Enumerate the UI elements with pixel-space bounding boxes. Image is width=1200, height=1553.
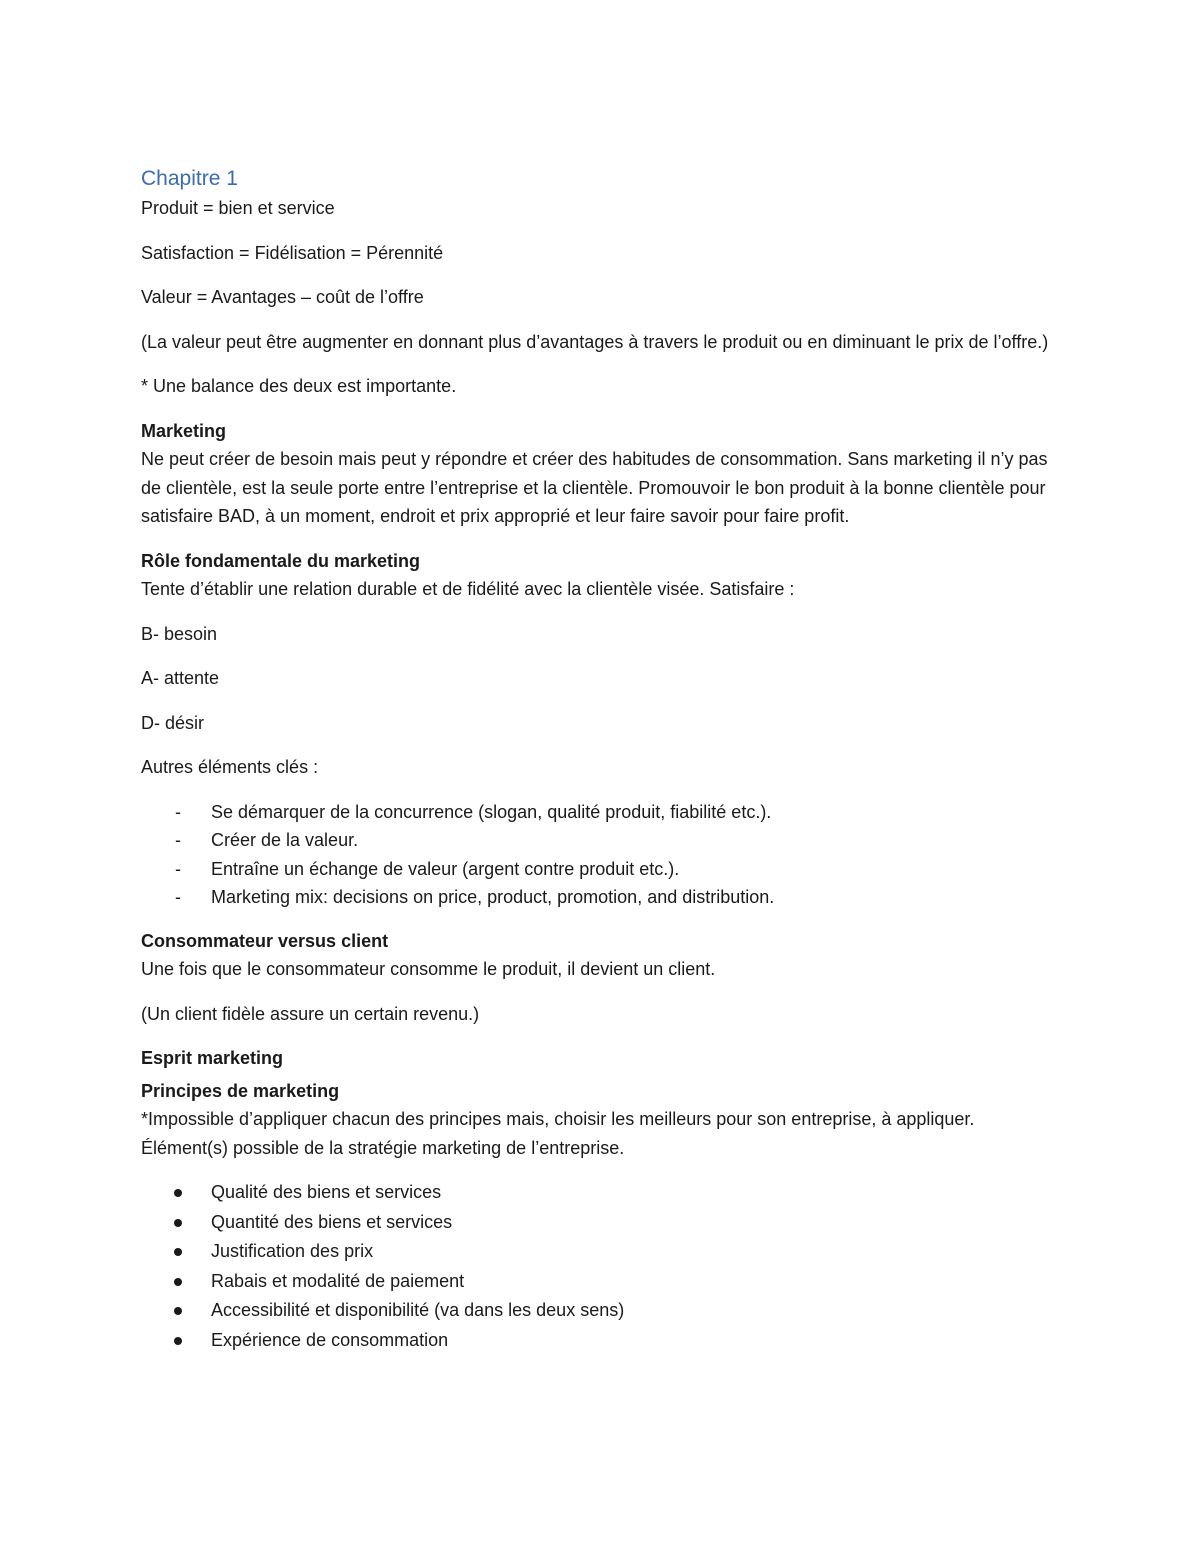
line-valeur-note: (La valeur peut être augmenter en donnant plus d’avantages à travers le produit ou en diminuant le prix de l’offre.) bbox=[141, 331, 1049, 352]
bullet-icon bbox=[174, 1189, 182, 1197]
paragraph-consommateur: Une fois que le consommateur consomme le produit, il devient un client. bbox=[141, 959, 716, 979]
heading-role: Rôle fondamentale du marketing bbox=[141, 550, 421, 571]
list-item bbox=[141, 1208, 1066, 1238]
list-item-text: Accessibilité et disponibilité (va dans les deux sens) bbox=[211, 1300, 625, 1320]
paragraph-marketing: Ne peut créer de besoin mais peut y répondre et créer des habitudes de consommation. Sans marketing il n’y pas de clientèle, est la seule porte entre l’entreprise et la clientèle. Promouvoir le bon produit à la bonne clientèle pour satisfaire BAD, à un moment, endroit et prix approprié et leur faire savoir pour faire profit. bbox=[141, 449, 1048, 526]
heading-esprit: Esprit marketing bbox=[141, 1048, 284, 1068]
list-item bbox=[141, 1267, 1066, 1297]
line-attente: A- attente bbox=[141, 668, 220, 688]
list-item bbox=[141, 826, 1066, 855]
list-item-text: Qualité des biens et services bbox=[211, 1182, 442, 1202]
list-item-text: Créer de la valeur. bbox=[211, 830, 359, 850]
list-item bbox=[141, 1237, 1066, 1267]
bullet-icon bbox=[174, 1337, 182, 1345]
line-valeur: Valeur = Avantages – coût de l’offre bbox=[141, 287, 424, 307]
paragraph-role: Tente d’établir une relation durable et de fidélité avec la clientèle visée. Satisfaire : bbox=[141, 579, 795, 599]
heading-principes: Principes de marketing bbox=[141, 1080, 340, 1101]
list-item-text: Marketing mix: decisions on price, product, promotion, and distribution. bbox=[211, 887, 775, 907]
dash-list bbox=[141, 798, 1066, 912]
paragraph-principes: *Impossible d’appliquer chacun des principes mais, choisir les meilleurs pour son entreprise, à appliquer. Élément(s) possible de la stratégie marketing de l’entreprise. bbox=[141, 1109, 975, 1158]
dash-marker: - bbox=[175, 887, 181, 907]
list-item bbox=[141, 855, 1066, 884]
line-client-note: (Un client fidèle assure un certain revenu.) bbox=[141, 1003, 480, 1024]
list-item-text: Expérience de consommation bbox=[211, 1329, 449, 1350]
dash-marker: - bbox=[175, 801, 181, 822]
bullet-icon bbox=[174, 1248, 182, 1256]
heading-consommateur: Consommateur versus client bbox=[141, 930, 389, 951]
line-besoin: B- besoin bbox=[141, 623, 218, 644]
line-balance: * Une balance des deux est importante. bbox=[141, 376, 457, 396]
list-item-text: Entraîne un échange de valeur (argent contre produit etc.). bbox=[211, 858, 680, 879]
list-item-text: Se démarquer de la concurrence (slogan, qualité produit, fiabilité etc.). bbox=[211, 801, 772, 822]
line-autres: Autres éléments clés : bbox=[141, 757, 319, 777]
bullet-icon bbox=[174, 1278, 182, 1286]
line-satisfaction: Satisfaction = Fidélisation = Pérennité bbox=[141, 242, 444, 263]
bullet-list bbox=[141, 1178, 1066, 1355]
list-item bbox=[141, 798, 1066, 827]
list-item bbox=[141, 1296, 1066, 1326]
document-page bbox=[141, 164, 1066, 1370]
line-desir: D- désir bbox=[141, 712, 205, 733]
list-item-text: Rabais et modalité de paiement bbox=[211, 1270, 465, 1291]
bullet-icon bbox=[174, 1219, 182, 1227]
list-item bbox=[141, 1178, 1066, 1208]
list-item-text: Quantité des biens et services bbox=[211, 1211, 453, 1232]
chapter-title: Chapitre 1 bbox=[141, 167, 238, 190]
bullet-icon bbox=[174, 1307, 182, 1315]
list-item-text: Justification des prix bbox=[211, 1241, 374, 1261]
heading-marketing: Marketing bbox=[141, 420, 227, 441]
dash-marker: - bbox=[175, 830, 181, 850]
dash-marker: - bbox=[175, 858, 181, 879]
line-produit: Produit = bien et service bbox=[141, 198, 335, 218]
list-item bbox=[141, 1326, 1066, 1356]
list-item bbox=[141, 883, 1066, 912]
